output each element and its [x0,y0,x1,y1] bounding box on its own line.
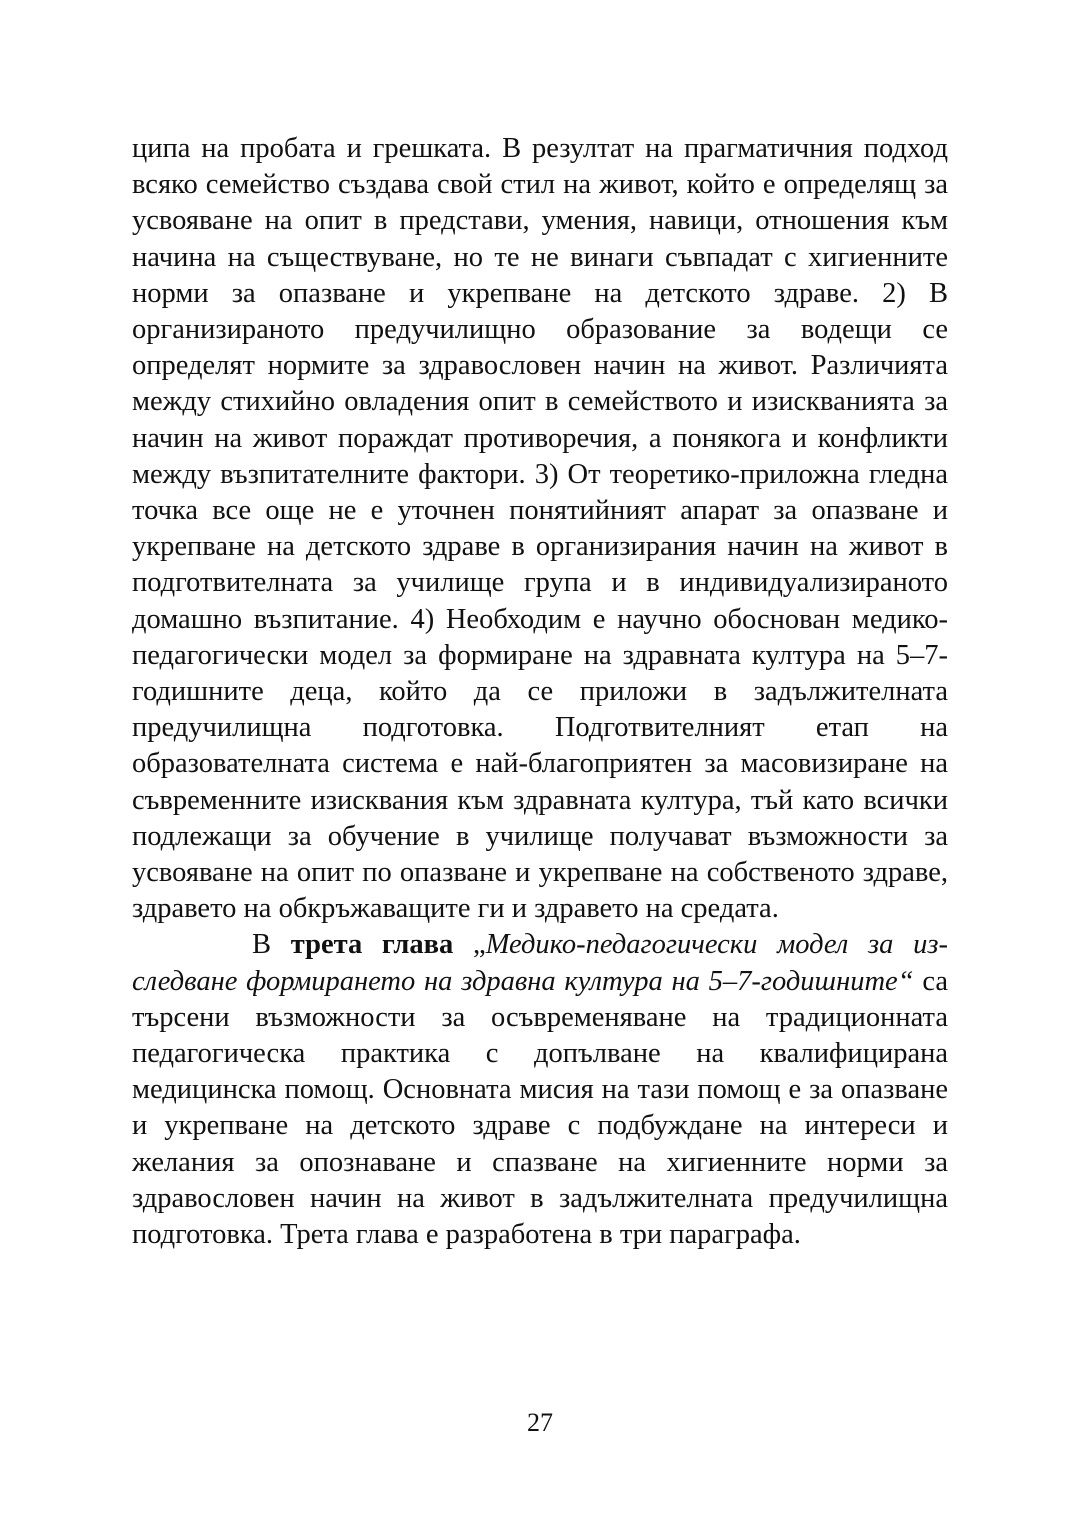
paragraph-continued: ципа на пробата и грешката. В резултат на прагматичния подход всяко семейство създава свой стил на живот, който е определящ за усвояване на опит в представи, умения, навици, отношения към начина на съществуване, но те не винаги съвпадат с хигиенните норми за опазване и укрепване на детското здраве. 2) В организираното предучилищно образование за водещи се определят нормите за здравословен начин на живот. Различията между стихийно овладения опит в семейството и изискванията за начин на живот пораждат противоречия, а понякога и конфликти между възпитателните фактори. 3) От теоретико-приложна гледна точка все още не е уточнен понятийният апарат за опазване и укрепване на детското здраве в организирания начин на живот в подготвителната за училище група и в индивидуализираното домашно възпитание. 4) Необходим е научно обоснован медико-педагогически модел за формиране на здравната култура на 5–7-годишните деца, който да се приложи в задължителната предучилищна подготовка. Подготвителният етап на образователната система е най-благоприятен за масовизиране на съвременните изисквания към здравната култура, тъй като всички подлежащи за обучение в училище получават възможности за усвояване на опит по опазване и укрепване на собственото здраве, здравето на обкръжаващите ги и здравето на средата. [132,133,948,925]
chapter-label: трета глава [290,929,454,961]
body-text [132,131,948,1253]
paragraph-lead: В [252,929,291,961]
chapter-title: Медико-педагогически модел за изследване формирането на здравна култура на 5–7-годишните [132,929,948,997]
close-quote: “ [897,965,914,997]
paragraph-body: са търсени възможности за осъвременяване на традиционната педагогическа практика с допълване на квалифицирана медицинска помощ. Основната мисия на тази помощ е за опазване и укрепване на детското здраве с подбуждане на интереси и желания за опознаване и спазване на хигиенните норми за здравословен начин на живот в задължителната предучилищна подготовка. Трета глава е разработена в три параграфа. [132,965,948,1251]
page-number: 27 [527,1408,553,1437]
open-quote: „ [453,929,486,961]
paragraph-chapter-three [132,927,948,1253]
